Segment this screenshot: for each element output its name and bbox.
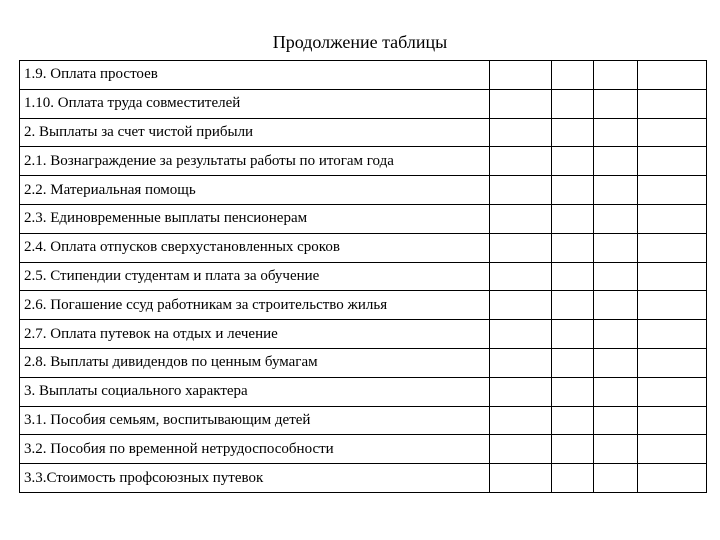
value-cell — [552, 291, 594, 320]
value-cell — [638, 89, 707, 118]
table-row — [20, 406, 707, 435]
table-row — [20, 348, 707, 377]
value-cell — [552, 320, 594, 349]
value-cell — [594, 348, 638, 377]
value-cell — [594, 435, 638, 464]
row-label: 3.2. Пособия по временной нетрудоспособности — [20, 435, 490, 464]
value-cell — [490, 176, 552, 205]
value-cell — [638, 176, 707, 205]
value-cell — [552, 348, 594, 377]
value-cell — [638, 147, 707, 176]
row-label: 2.7. Оплата путевок на отдых и лечение — [20, 320, 490, 349]
table-row — [20, 204, 707, 233]
value-cell — [552, 262, 594, 291]
row-label: 1.10. Оплата труда совместителей — [20, 89, 490, 118]
table-row — [20, 291, 707, 320]
value-cell — [552, 204, 594, 233]
value-cell — [638, 348, 707, 377]
value-cell — [638, 435, 707, 464]
value-cell — [594, 464, 638, 493]
row-label: 2.4. Оплата отпусков сверхустановленных сроков — [20, 233, 490, 262]
row-label: 2.3. Единовременные выплаты пенсионерам — [20, 204, 490, 233]
table-row — [20, 435, 707, 464]
value-cell — [638, 406, 707, 435]
value-cell — [552, 89, 594, 118]
value-cell — [594, 118, 638, 147]
value-cell — [490, 464, 552, 493]
row-label: 2. Выплаты за счет чистой прибыли — [20, 118, 490, 147]
row-label: 2.2. Материальная помощь — [20, 176, 490, 205]
table-row — [20, 320, 707, 349]
value-cell — [490, 348, 552, 377]
table-row — [20, 176, 707, 205]
value-cell — [594, 262, 638, 291]
value-cell — [594, 320, 638, 349]
row-label: 3.1. Пособия семьям, воспитывающим детей — [20, 406, 490, 435]
table-row — [20, 147, 707, 176]
value-cell — [638, 61, 707, 90]
value-cell — [552, 377, 594, 406]
value-cell — [594, 377, 638, 406]
value-cell — [490, 147, 552, 176]
value-cell — [552, 435, 594, 464]
value-cell — [638, 262, 707, 291]
value-cell — [490, 89, 552, 118]
value-cell — [594, 89, 638, 118]
value-cell — [490, 118, 552, 147]
value-cell — [490, 61, 552, 90]
value-cell — [490, 435, 552, 464]
value-cell — [638, 320, 707, 349]
value-cell — [638, 204, 707, 233]
value-cell — [638, 291, 707, 320]
value-cell — [552, 118, 594, 147]
value-cell — [594, 406, 638, 435]
row-label: 2.8. Выплаты дивидендов по ценным бумагам — [20, 348, 490, 377]
value-cell — [594, 291, 638, 320]
value-cell — [490, 291, 552, 320]
table-row — [20, 233, 707, 262]
value-cell — [490, 262, 552, 291]
value-cell — [638, 464, 707, 493]
value-cell — [552, 464, 594, 493]
table-row — [20, 61, 707, 90]
payments-table-body — [20, 61, 707, 493]
table-row — [20, 262, 707, 291]
value-cell — [638, 233, 707, 262]
row-label: 2.1. Вознаграждение за результаты работы по итогам года — [20, 147, 490, 176]
value-cell — [594, 61, 638, 90]
value-cell — [490, 204, 552, 233]
value-cell — [490, 377, 552, 406]
value-cell — [594, 204, 638, 233]
row-label: 1.9. Оплата простоев — [20, 61, 490, 90]
value-cell — [552, 176, 594, 205]
value-cell — [594, 233, 638, 262]
row-label: 2.6. Погашение ссуд работникам за строительство жилья — [20, 291, 490, 320]
value-cell — [552, 147, 594, 176]
table-row — [20, 464, 707, 493]
table-continuation-title: Продолжение таблицы — [272, 32, 448, 52]
table-row — [20, 89, 707, 118]
table-row — [20, 118, 707, 147]
value-cell — [638, 377, 707, 406]
payments-table — [19, 60, 707, 493]
value-cell — [552, 406, 594, 435]
row-label: 3. Выплаты социального характера — [20, 377, 490, 406]
value-cell — [490, 406, 552, 435]
value-cell — [552, 233, 594, 262]
row-label: 2.5. Стипендии студентам и плата за обучение — [20, 262, 490, 291]
value-cell — [638, 118, 707, 147]
value-cell — [490, 320, 552, 349]
value-cell — [552, 61, 594, 90]
value-cell — [490, 233, 552, 262]
row-label: 3.3.Стоимость профсоюзных путевок — [20, 464, 490, 493]
value-cell — [594, 176, 638, 205]
table-row — [20, 377, 707, 406]
value-cell — [594, 147, 638, 176]
